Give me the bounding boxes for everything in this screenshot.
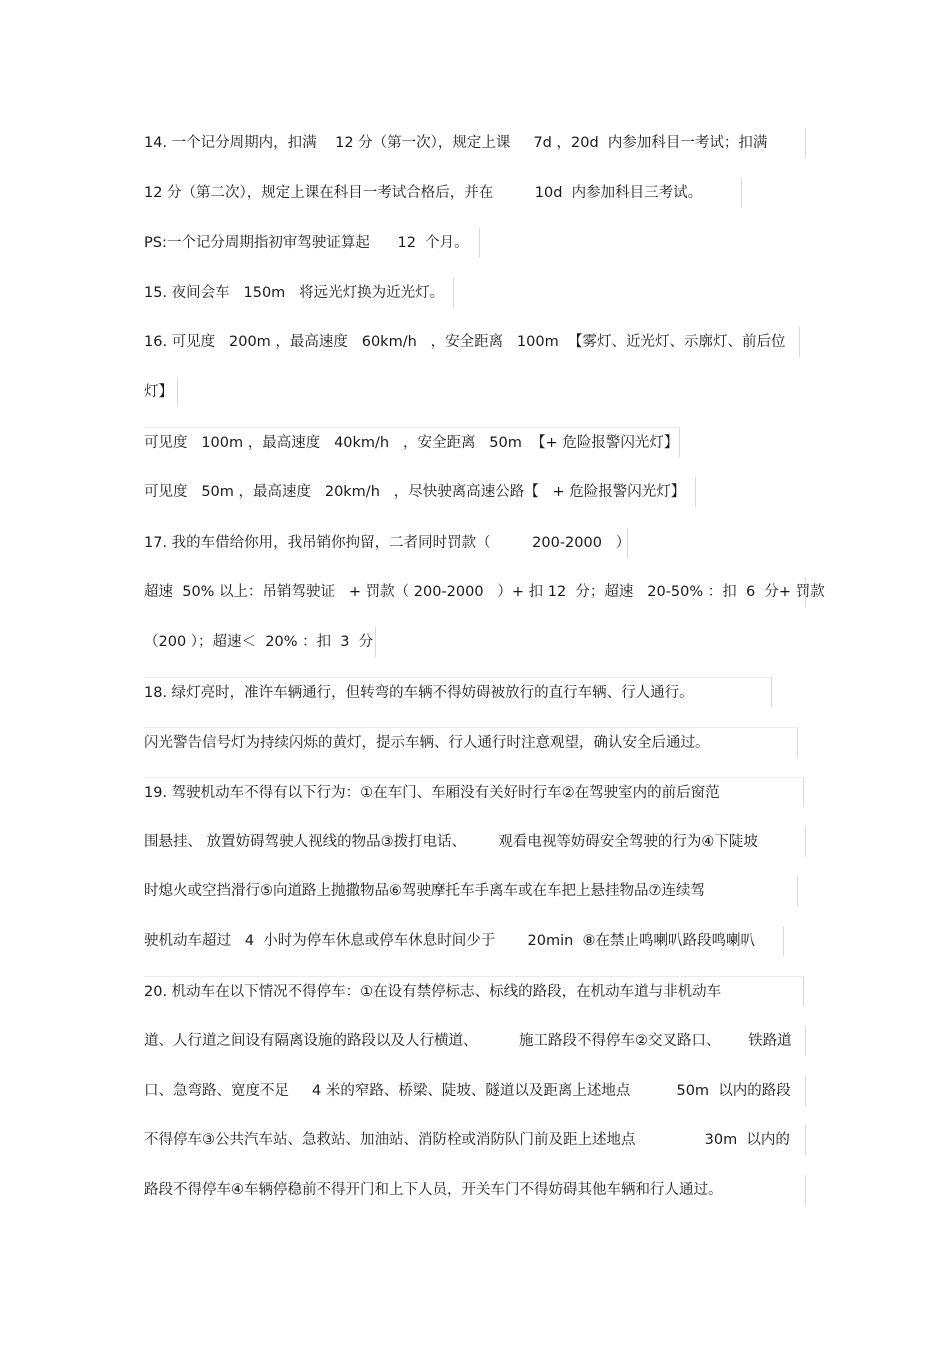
- text-line: [144, 178, 742, 208]
- text-line: [144, 377, 178, 407]
- text-line: [144, 926, 784, 956]
- line-text: 驶机动车超过 4 小时为停车休息或停车休息时间少于 20min ⑧在禁止鸣喇叭路段鸣喇叭: [144, 933, 756, 949]
- line-text: 时熄火或空挡滑行⑤向道路上抛撒物品⑥驾驶摩托车手离车或在车把上悬挂物品⑦连续驾: [144, 883, 705, 899]
- line-text: 路段不得停车④车辆停稳前不得开门和上下人员，开关车门不得妨碍其他车辆和行人通过。: [144, 1182, 723, 1198]
- text-line: [144, 128, 806, 158]
- line-text: 口、急弯路、宽度不足 4 米的窄路、桥梁、陡坡、隧道以及距离上述地点 50m 以内的路段: [144, 1083, 791, 1099]
- text-line: [144, 976, 804, 1006]
- text-line: [144, 727, 798, 757]
- line-text: 超速 50% 以上：吊销驾驶证 + 罚款（ 200-2000 ）+ 扣 12 分；超速 20-50% ：扣 6 分+ 罚款: [144, 584, 825, 600]
- line-text: 灯】: [144, 384, 173, 400]
- line-text: 可见度 100m ，最高速度 40km/h ，安全距离 50m 【+ 危险报警闪光灯】: [144, 435, 679, 451]
- line-text: 可见度 50m ，最高速度 20km/h ，尽快驶离高速公路【 + 危险报警闪光灯】: [144, 484, 686, 500]
- text-line: [144, 327, 800, 357]
- line-text: 17. 我的车借给你用，我吊销你拘留，二者同时罚款（ 200-2000 ）: [144, 535, 631, 551]
- line-text: 20. 机动车在以下情况不得停车：①在设有禁停标志、标线的路段，在机动车道与非机动车: [144, 984, 722, 1000]
- line-text: 15. 夜间会车 150m 将远光灯换为近光灯。: [144, 285, 445, 301]
- line-text: 围悬挂、 放置妨碍驾驶人视线的物品③拨打电话、 观看电视等妨碍安全驾驶的行为④下陡坡: [144, 834, 758, 850]
- text-line: [144, 427, 680, 457]
- text-line: [144, 1125, 806, 1155]
- text-line: [144, 827, 806, 857]
- text-line: [144, 577, 825, 607]
- line-text: 不得停车③公共汽车站、急救站、加油站、消防栓或消防队门前及距上述地点 30m 以内的: [144, 1132, 790, 1148]
- line-text: 14. 一个记分周期内，扣满 12 分（第一次），规定上课 7d ，20d 内参加科目一考试；扣满: [144, 135, 768, 151]
- text-line: [144, 627, 376, 657]
- text-line: [144, 228, 480, 258]
- line-text: 16. 可见度 200m ，最高速度 60km/h ，安全距离 100m 【雾灯、近光灯、示廓灯、前后位: [144, 334, 786, 350]
- line-text: 12 分（第二次），规定上课在科目一考试合格后，并在 10d 内参加科目三考试。: [144, 185, 703, 201]
- text-line: [144, 278, 454, 308]
- text-line: [144, 876, 798, 906]
- text-line: [144, 528, 631, 558]
- line-text: PS:一个记分周期指初审驾驶证算起 12 个月。: [144, 235, 469, 251]
- text-line: [144, 1076, 806, 1106]
- line-text: 道、人行道之间设有隔离设施的路段以及人行横道、 施工路段不得停车②交叉路口、 铁路道: [144, 1033, 792, 1049]
- text-line: [144, 777, 804, 807]
- line-text: （200 ）；超速＜ 20% ：扣 3 分: [144, 634, 374, 650]
- line-text: 闪光警告信号灯为持续闪烁的黄灯，提示车辆、行人通行时注意观望，确认安全后通过。: [144, 735, 710, 751]
- text-line: [144, 1175, 806, 1205]
- text-line: [144, 1026, 806, 1056]
- line-text: 18. 绿灯亮时，准许车辆通行，但转弯的车辆不得妨碍被放行的直行车辆、行人通行。: [144, 685, 694, 701]
- text-line: [144, 477, 696, 507]
- text-line: [144, 677, 772, 707]
- line-text: 19. 驾驶机动车不得有以下行为：①在车门、车厢没有关好时行车②在驾驶室内的前后窗范: [144, 785, 720, 801]
